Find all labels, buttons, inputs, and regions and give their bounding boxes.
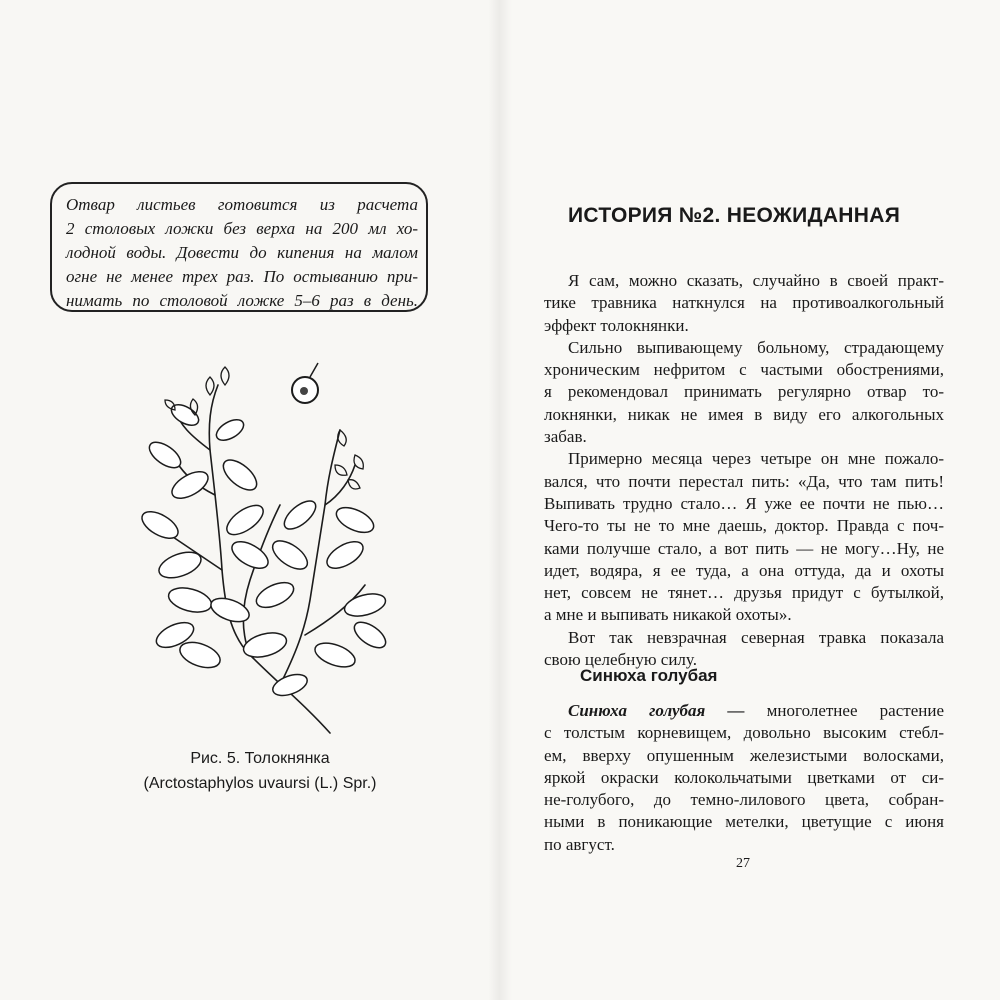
recipe-line: лодной воды. Довести до кипения на малом (66, 243, 418, 262)
text-line: не-голубого, до темно-лилового цвета, собран- (544, 790, 944, 810)
text-line: по август. (544, 834, 615, 854)
text-line: с толстым корневищем, довольно высоким стебл- (544, 723, 944, 743)
section-first-line-rest: многолетнее растение (744, 701, 944, 720)
text-line: Выпивать трудно стало… Я уже ее почти не пью… (544, 493, 944, 513)
text-line: я рекомендовал принимать регулярно отвар то- (544, 382, 944, 402)
text-line: Я сам, можно сказать, случайно в своей практ- (568, 271, 944, 290)
book-gutter (488, 0, 512, 1000)
text-line: Сильно выпивающему больному, страдающему (568, 337, 944, 357)
text-line: Чего-то ты не то мне даешь, доктор. Правда с поч- (544, 516, 944, 536)
story-text (544, 270, 944, 671)
figure-caption (110, 746, 410, 796)
caption-title: Рис. 5. Толокнянка (190, 750, 330, 767)
text-line (544, 700, 944, 722)
caption-latin-name: (Arctostaphylos uvaursi (L.) Spr.) (143, 775, 377, 792)
text-line: локнянки, никак не имея в виду его алкогольных (544, 404, 944, 424)
text-line: забав. (544, 427, 587, 447)
story-title: ИСТОРИЯ №2. НЕОЖИДАННАЯ (568, 204, 901, 227)
text-line: тике травника наткнулся на противоалкогольный (544, 293, 944, 313)
recipe-text (66, 193, 418, 313)
page-number: 27 (736, 856, 750, 871)
section-term: Синюха голубая — (568, 701, 745, 720)
text-line: ными в поникающие метелки, цветущие с июня (544, 812, 944, 832)
section-title: Синюха голубая (580, 666, 718, 685)
text-line: нет, совсем не тянет… друзья придут с бутылкой, (544, 583, 944, 603)
recipe-line: Отвар листьев готовится из расчета (66, 195, 418, 214)
text-line: Вот так невзрачная северная травка показала (568, 627, 944, 647)
text-line: а мне и выпивать никакой охоты». (544, 605, 792, 625)
text-line: вался, что почти перестал пить: «Да, что там пить! (544, 471, 944, 491)
text-line: идет, водяра, я ее туда, а она оттуда, да и охоты (544, 560, 944, 580)
text-line: ками получше стало, а вот пить — не могу…Ну, не (544, 538, 944, 558)
recipe-line: огне не менее трех раз. По остыванию при- (66, 267, 418, 286)
recipe-line: 2 столовых ложки без верха на 200 мл хо- (66, 219, 418, 238)
text-line: свою целебную силу. (544, 650, 697, 670)
recipe-line: нимать по столовой ложке 5–6 раз в день. (66, 291, 418, 310)
text-line: яркой окраски колокольчатыми цветками от си- (544, 767, 944, 787)
section-text (544, 700, 944, 856)
bearberry-plant-illustration (130, 355, 390, 740)
text-line: эффект толокнянки. (544, 315, 689, 335)
text-line: Примерно месяца через четыре он мне пожало- (568, 449, 944, 469)
text-line: хроническим нефритом с частыми обострениями, (544, 360, 944, 380)
text-line: ем, вверху опушенным железистыми волосками, (544, 745, 944, 765)
